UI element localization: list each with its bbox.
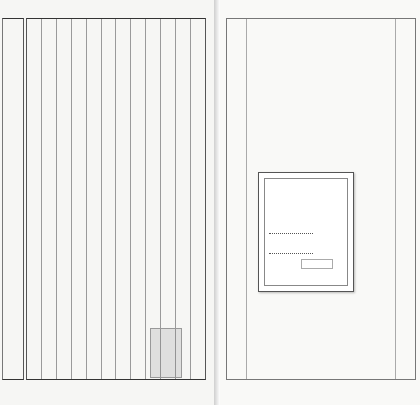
slip-row bbox=[267, 229, 339, 236]
text-column bbox=[175, 19, 190, 379]
page-heart-column bbox=[2, 18, 24, 380]
slip-stamp bbox=[301, 259, 333, 269]
text-column bbox=[115, 19, 130, 379]
library-slip bbox=[258, 172, 354, 292]
text-column bbox=[190, 19, 205, 379]
text-column bbox=[130, 19, 145, 379]
text-column bbox=[86, 19, 101, 379]
slip-row-line bbox=[269, 253, 313, 254]
text-column bbox=[145, 19, 160, 379]
text-column bbox=[101, 19, 116, 379]
collector-seal bbox=[150, 328, 182, 378]
text-column bbox=[71, 19, 86, 379]
text-column bbox=[56, 19, 71, 379]
text-column bbox=[27, 19, 41, 379]
text-grid bbox=[26, 18, 206, 380]
slip-row bbox=[267, 249, 339, 256]
title-column-left bbox=[227, 19, 247, 379]
text-column bbox=[41, 19, 56, 379]
slip-header bbox=[271, 185, 331, 207]
title-column-right bbox=[395, 19, 415, 379]
right-page bbox=[220, 0, 420, 405]
text-column bbox=[160, 19, 175, 379]
slip-row-line bbox=[269, 233, 313, 234]
